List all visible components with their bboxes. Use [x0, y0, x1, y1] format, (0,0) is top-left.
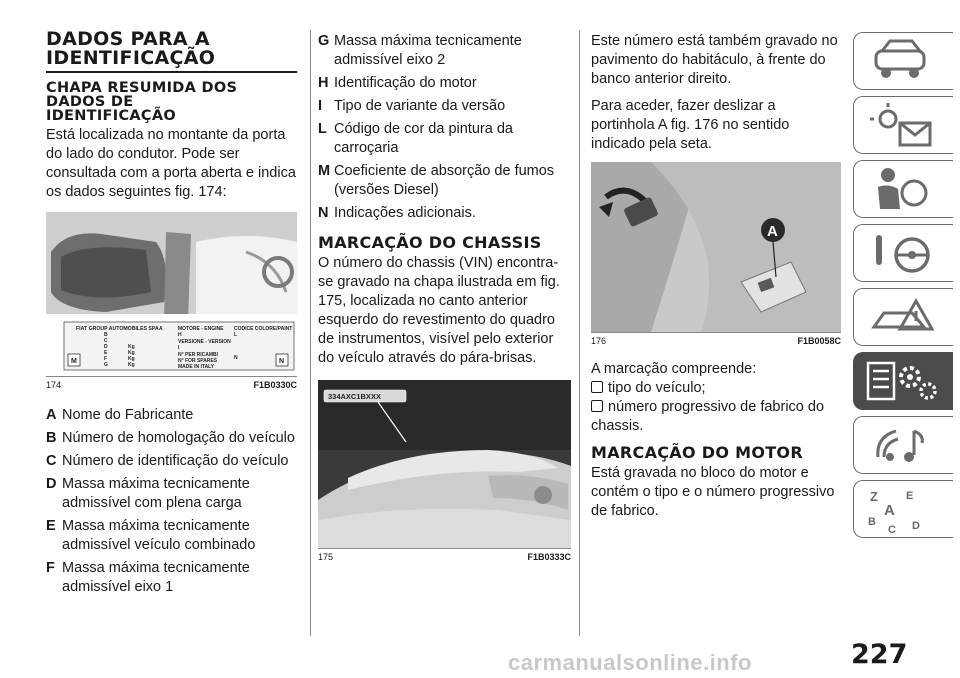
car-dashboard-icon: [854, 33, 954, 91]
technical-data-icon: [854, 353, 954, 411]
legend-list-1: [46, 406, 297, 597]
tab-dashboard[interactable]: [853, 32, 953, 90]
figure-175-number: 175: [318, 552, 334, 562]
figure-176-number: 176: [591, 336, 607, 346]
svg-text:G: G: [104, 362, 108, 368]
svg-text:N: N: [234, 355, 238, 361]
figure-174: [46, 212, 297, 390]
svg-text:VERSIONE - VERSION: VERSIONE - VERSION: [178, 339, 231, 345]
legend-item: F Massa máxima tecnicamente admissível eixo 1: [46, 560, 250, 595]
bullet-item: tipo do veículo;: [591, 379, 841, 398]
paragraph-access: Para aceder, fazer deslizar a portinhola A fig. 176 no sentido indicado pela seta.: [591, 98, 790, 152]
legend-item: I Tipo de variante da versão: [318, 98, 506, 114]
section-title: DADOS PARA A IDENTIFICAÇÃO: [46, 28, 216, 69]
legend-item: N Indicações adicionais.: [318, 205, 476, 221]
svg-text:I: I: [178, 345, 180, 351]
column-3: [591, 32, 841, 521]
svg-text:D: D: [912, 520, 920, 532]
svg-text:Z: Z: [870, 489, 878, 504]
svg-text:334AXC1BXXX: 334AXC1BXXX: [328, 392, 381, 401]
warning-lights-icon: [854, 97, 954, 155]
column-1: [46, 30, 297, 600]
intro-paragraph: Está localizada no montante da porta do lado do condutor. Pode ser consultada com a porta aberta e indica os dados seguintes fig. 174:: [46, 127, 296, 200]
figure-176-image: [591, 162, 841, 332]
tab-starting-driving[interactable]: [853, 224, 953, 282]
svg-text:Kg: Kg: [128, 344, 135, 350]
chapter-sidebar: [853, 30, 960, 630]
figure-174-code: F1B0330C: [253, 380, 297, 390]
bullet-item: número progressivo de fabrico do chassis.: [591, 399, 825, 434]
marking-intro: A marcação compreende:: [591, 361, 757, 377]
paragraph-floor: Este número está também gravado no pavimento do habitáculo, à frente do banco anterior direito.: [591, 33, 838, 87]
tab-technical-data[interactable]: [853, 352, 953, 410]
svg-text:N° FOR SPARES: N° FOR SPARES: [178, 358, 218, 364]
legend-item: G Massa máxima tecnicamente admissível eixo 2: [318, 33, 522, 68]
figure-174-caption: [46, 380, 297, 390]
svg-text:E: E: [104, 350, 108, 356]
svg-text:CODICE COLORE/PAINT: CODICE COLORE/PAINT: [234, 326, 293, 332]
svg-text:MADE IN ITALY: MADE IN ITALY: [178, 364, 215, 370]
tab-multimedia[interactable]: [853, 416, 953, 474]
column-divider-2: [579, 30, 580, 636]
figure-174-image: [46, 212, 297, 376]
safety-airbag-icon: [854, 161, 954, 219]
svg-text:B: B: [104, 332, 108, 338]
figure-174-number: 174: [46, 380, 62, 390]
column-divider-1: [310, 30, 311, 636]
svg-text:H: H: [178, 332, 182, 338]
breakdown-icon: [854, 289, 954, 347]
legend-item: A Nome do Fabricante: [46, 407, 194, 423]
legend-item: E Massa máxima tecnicamente admissível veículo combinado: [46, 518, 256, 553]
engine-section-title: MARCAÇÃO DO MOTOR: [591, 443, 803, 462]
chassis-paragraph: O número do chassis (VIN) encontra-se gravado na chapa ilustrada em fig. 175, localizada no canto anterior esquerdo do revestimento do quadro de instrumentos, visível pelo exterior do veículo através do pára-brisas.: [318, 255, 560, 366]
figure-175-code: F1B0333C: [527, 552, 571, 562]
svg-text:C: C: [104, 338, 108, 344]
svg-text:FIAT GROUP AUTOMOBILES SPA: FIAT GROUP AUTOMOBILES SPA: [76, 326, 159, 332]
index-icon: [854, 481, 954, 539]
svg-text:A: A: [159, 326, 163, 332]
svg-text:B: B: [868, 516, 876, 528]
svg-text:D: D: [104, 344, 108, 350]
page-number: 227: [851, 639, 908, 670]
svg-text:N: N: [279, 358, 285, 365]
svg-text:MOTORE - ENGINE: MOTORE - ENGINE: [178, 326, 224, 332]
watermark: carmanualsonline.info: [508, 650, 752, 675]
checkbox-bullet-icon: [591, 400, 603, 412]
figure-176: [591, 162, 841, 346]
svg-text:F: F: [104, 356, 108, 362]
figure-175-image: [318, 380, 571, 548]
svg-text:Kg: Kg: [128, 356, 135, 362]
chassis-section-title: MARCAÇÃO DO CHASSIS: [318, 233, 542, 252]
door-pillar-photo: [46, 212, 297, 376]
figure-175-caption: [318, 552, 571, 562]
legend-item: H Identificação do motor: [318, 75, 477, 91]
column-2: [318, 32, 571, 562]
title-rule: [46, 71, 297, 73]
windshield-vin-photo: [318, 380, 571, 548]
figure-175: [318, 380, 571, 562]
multimedia-icon: [854, 417, 954, 475]
tab-warning-lights[interactable]: [853, 96, 953, 154]
marking-list: [591, 379, 841, 436]
legend-item: L Código de cor da pintura da carroçaria: [318, 121, 513, 156]
floor-hatch-photo: [591, 162, 841, 332]
legend-list-2: [318, 32, 571, 223]
subsection-title: CHAPA RESUMIDA DOS DADOS DE IDENTIFICAÇÃO: [46, 80, 238, 124]
svg-text:Kg: Kg: [128, 362, 135, 368]
svg-text:Kg: Kg: [128, 350, 135, 356]
legend-item: C Número de identificação do veículo: [46, 453, 289, 469]
checkbox-bullet-icon: [591, 381, 603, 393]
legend-item: M Coeficiente de absorção de fumos (versões Diesel): [318, 163, 555, 198]
svg-text:A: A: [767, 223, 778, 240]
tab-safety[interactable]: [853, 160, 953, 218]
figure-176-code: F1B0058C: [797, 336, 841, 346]
tab-index[interactable]: [853, 480, 953, 538]
figure-176-caption: [591, 336, 841, 346]
svg-text:C: C: [888, 524, 896, 536]
svg-text:N° PER RICAMBI: N° PER RICAMBI: [178, 352, 219, 358]
svg-text:E: E: [906, 490, 914, 502]
legend-item: D Massa máxima tecnicamente admissível com plena carga: [46, 476, 250, 511]
svg-text:L: L: [234, 332, 238, 338]
legend-item: B Número de homologação do veículo: [46, 430, 295, 446]
tab-emergency[interactable]: [853, 288, 953, 346]
svg-text:A: A: [884, 502, 895, 519]
svg-text:M: M: [71, 358, 77, 365]
steering-wheel-icon: [854, 225, 954, 283]
engine-paragraph: Está gravada no bloco do motor e contém o tipo e o número progressivo de fabrico.: [591, 465, 835, 519]
